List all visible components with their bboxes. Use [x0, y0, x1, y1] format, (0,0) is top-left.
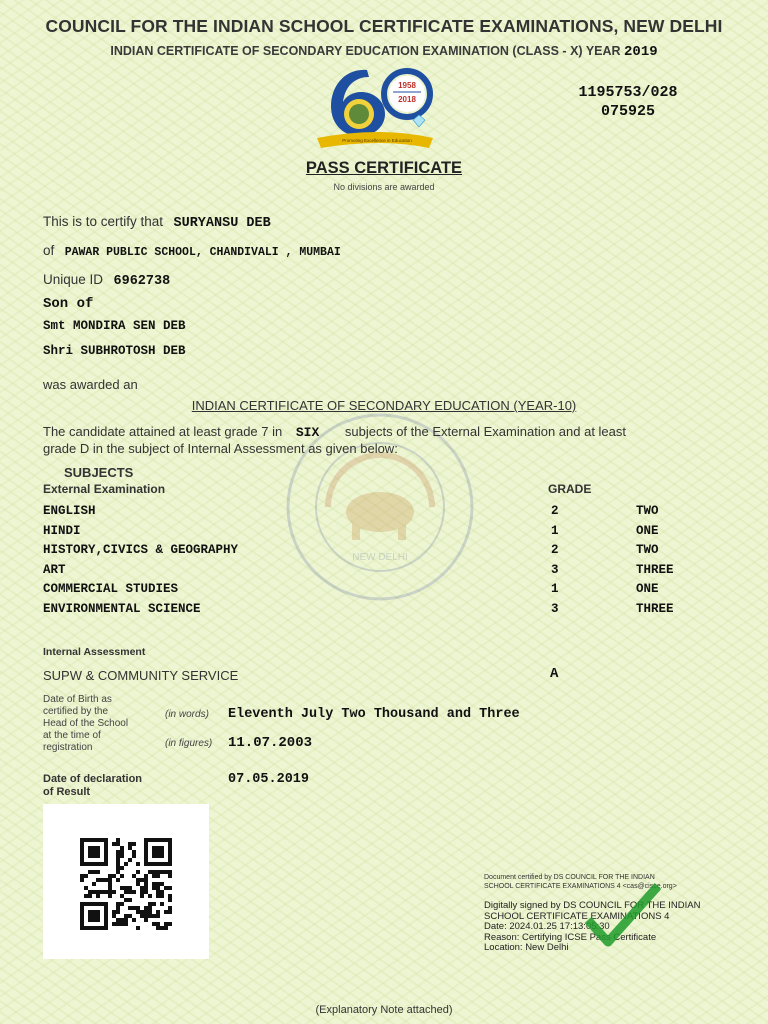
sig-line: SCHOOL CERTIFICATE EXAMINATIONS 4 [484, 910, 670, 922]
subject-grade-words: THREE [636, 562, 674, 577]
pass-certificate-title: PASS CERTIFICATE [305, 159, 463, 177]
logo-year-top: 1958 [398, 81, 416, 90]
diamond-jubilee-logo [315, 64, 445, 156]
subject-grade-words: TWO [636, 504, 659, 518]
sig-line: Location: New Delhi [484, 942, 569, 953]
dob-label-line: certified by the [43, 706, 109, 717]
subject-name: HISTORY,CIVICS & GEOGRAPHY [43, 543, 239, 558]
dob-label [43, 694, 128, 754]
subject-grade: 2 [551, 543, 559, 558]
subject-row [43, 582, 743, 601]
council-title: COUNCIL FOR THE INDIAN SCHOOL CERTIFICATE EXAMINATIONS, NEW DELHI [45, 16, 723, 36]
candidate-name: SURYANSU DEB [173, 216, 271, 231]
school-name: PAWAR PUBLIC SCHOOL, CHANDIVALI , MUMBAI [64, 246, 341, 259]
logo-year-bottom: 2018 [398, 95, 416, 104]
subject-row [43, 602, 743, 621]
dob-in-words: Eleventh July Two Thousand and Three [228, 707, 520, 722]
no-divisions-note: No divisions are awarded [333, 182, 435, 192]
subject-name: HINDI [43, 523, 81, 538]
subject-grade: 1 [551, 523, 559, 538]
signature-valid-checkmark-icon [584, 880, 664, 955]
subject-row [43, 543, 743, 562]
declaration-label-line: of Result [43, 786, 91, 798]
exam-line-text: INDIAN CERTIFICATE OF SECONDARY EDUCATION EXAMINATION (CLASS - X) YEAR [110, 44, 621, 58]
subject-grade: 1 [551, 582, 559, 597]
exam-year: 2019 [624, 44, 658, 60]
subject-name: ART [43, 562, 66, 577]
subjects-heading: SUBJECTS [64, 465, 134, 480]
subject-grade-words: TWO [636, 543, 659, 558]
sig-line: Date: 2024.01.25 17:13:05:30 [484, 921, 610, 932]
of-label: of [43, 243, 55, 258]
para-part-1: The candidate attained at least grade 7 in [43, 424, 283, 439]
external-exam-label: External Examination [43, 482, 166, 496]
subject-name: ENGLISH [43, 504, 96, 518]
explanatory-note: (Explanatory Note attached) [315, 1004, 453, 1016]
sig-line: Reason: Certifying ICSE Pass Certificate [484, 931, 657, 943]
certificate-number [566, 83, 690, 121]
unique-id-line [43, 271, 170, 289]
sig-line: Document certified by DS COUNCIL FOR THE INDIAN [484, 874, 655, 881]
unique-id-label: Unique ID [43, 272, 104, 287]
watermark-text: NEW DELHI [352, 552, 408, 563]
sig-line: Digitally signed by DS COUNCIL FOR THE INDIAN [484, 900, 701, 911]
subject-grade-words: ONE [636, 582, 659, 597]
award-title: INDIAN CERTIFICATE OF SECONDARY EDUCATION (YEAR-10) [191, 398, 577, 413]
dob-label-line: registration [43, 742, 93, 753]
certify-line [43, 213, 271, 231]
subject-grade-words: ONE [636, 523, 659, 538]
dob-label-line: at the time of [43, 730, 101, 741]
subject-row [43, 524, 743, 543]
in-words-label: (in words) [165, 709, 209, 720]
para-part-2: subjects of the External Examination and at least [344, 424, 626, 439]
declaration-label [43, 773, 142, 799]
cert-number-2: 075925 [600, 103, 655, 120]
awarded-line: was awarded an [43, 377, 138, 392]
unique-id: 6962738 [113, 274, 171, 289]
subject-row [43, 504, 743, 523]
certify-label: This is to certify that [43, 214, 164, 229]
father-name: Shri SUBHROTOSH DEB [43, 344, 186, 358]
dob-in-figures: 11.07.2003 [228, 735, 313, 751]
qr-code-panel [43, 804, 209, 959]
subject-grade-words: THREE [636, 602, 674, 616]
exam-line [0, 44, 768, 60]
subject-name: ENVIRONMENTAL SCIENCE [43, 602, 201, 616]
subject-grade: 3 [551, 602, 559, 616]
mother-name: Smt MONDIRA SEN DEB [43, 319, 186, 333]
internal-grade: A [550, 666, 559, 682]
subject-grade: 3 [551, 562, 559, 577]
dob-label-line: Date of Birth as [43, 694, 112, 705]
dob-label-line: Head of the School [43, 718, 129, 729]
sig-line: SCHOOL CERTIFICATE EXAMINATIONS 4 <cas@cisce.org> [484, 883, 677, 890]
son-of: Son of [43, 296, 94, 312]
internal-assessment-label: Internal Assessment [43, 646, 146, 658]
grade-header: GRADE [548, 482, 592, 496]
logo-ribbon-text: Promoting Excellence in Education [342, 138, 412, 143]
cert-number-1: 1195753/028 [578, 84, 678, 101]
declaration-label-line: Date of declaration [43, 773, 143, 785]
in-figures-label: (in figures) [165, 738, 213, 749]
qr-code [80, 838, 172, 930]
subject-name: COMMERCIAL STUDIES [43, 582, 179, 597]
internal-subject: SUPW & COMMUNITY SERVICE [43, 668, 239, 683]
grade-paragraph [43, 424, 743, 457]
subject-grade: 2 [551, 504, 559, 518]
subject-row [43, 563, 743, 582]
declaration-date: 07.05.2019 [228, 772, 310, 787]
subject-count: SIX [295, 425, 320, 440]
school-line [43, 242, 341, 260]
para-line-2: grade D in the subject of Internal Assessment as given below: [43, 441, 398, 456]
